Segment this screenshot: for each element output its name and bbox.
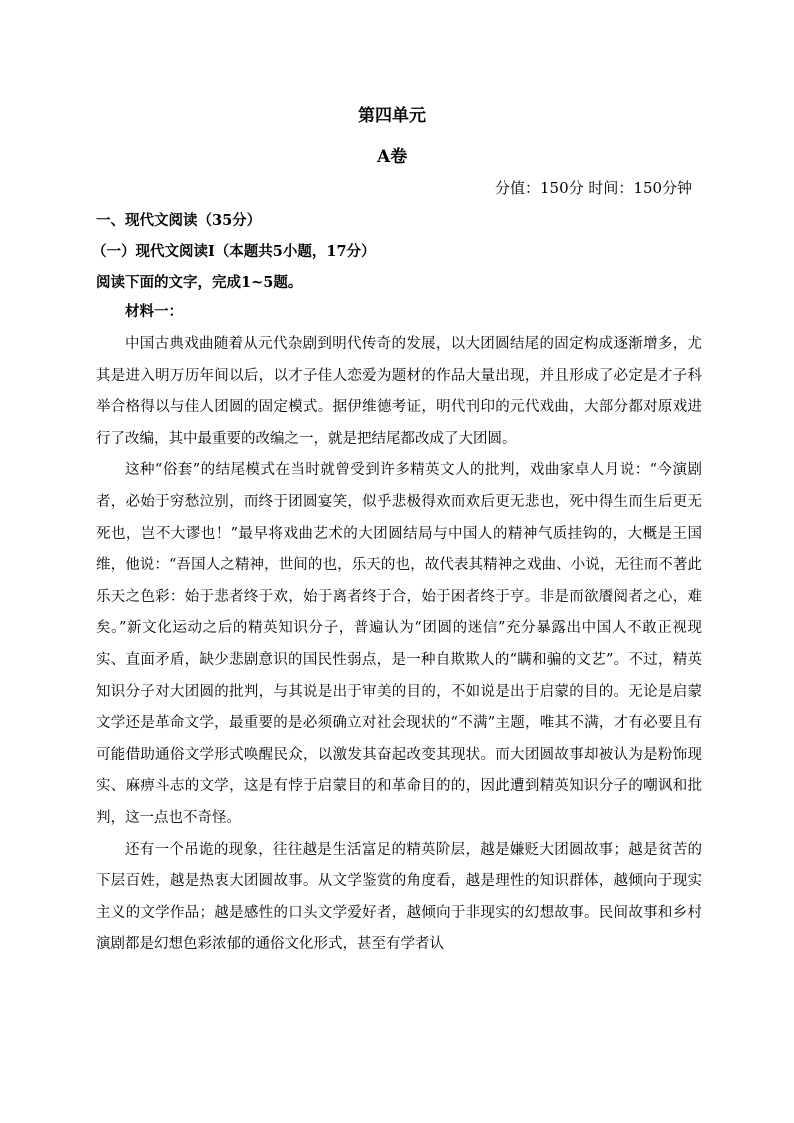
reading-instruction: 阅读下面的文字，完成1~5题。 [96,274,303,291]
passage-paragraph: 这种“俗套”的结尾模式在当时就曾受到许多精英文人的批判，戏曲家卓人月说：“今演剧者，必始于穷愁泣别，而终于团圆宴笑，似乎悲极得欢而欢后更无悲也，死中得生而生后更无死也，岂不大谬也！”最早将戏曲艺术的大团圆结局与中国人的精神气质挂钩的，大概是王国维，他说：“吾国人之精神，世间的也，乐天的也，故代表其精神之戏曲、小说，无往而不著此乐天之色彩：始于悲者终于欢，始于离者终于合，始于困者终于亨。非是而欲餍阅者之心，难矣。”新文化运动之后的精英知识分子，普遍认为“团圆的迷信”充分暴露出中国人不敢正视现实、直面矛盾，缺少悲剧意识的国民性弱点，是一种自欺欺人的“瞒和骗的文艺”。不过，精英知识分子对大团圆的批判，与其说是出于审美的目的，不如说是出于启蒙的目的。无论是启蒙文学还是革命文学，最重要的是必须确立对社会现状的“不满”主题，唯其不满，才有必要且有可能借助通俗文学形式唤醒民众，以激发其奋起改变其现状。而大团圆故事却被认为是粉饰现实、麻痹斗志的文学，这是有悖于启蒙目的和革命目的的，因此遭到精英知识分子的嘲讽和批判，这一点也不奇怪。 [96,462,702,826]
volume-title: A卷 [377,147,408,167]
material-label: 材料一： [125,303,183,320]
passage-paragraph: 还有一个吊诡的现象，往往越是生活富足的精英阶层，越是嫌贬大团圆故事；越是贫苦的下层百姓，越是热衷大团圆故事。从文学鉴赏的角度看，越是理性的知识群体，越倾向于现实主义的文学作品；越是感性的口头文学爱好者，越倾向于非现实的幻想故事。民间故事和乡村演剧都是幻想色彩浓郁的通俗文化形式，甚至有学者认 [96,841,702,953]
passage-body [96,329,702,961]
subsection-title: （一）现代文阅读Ⅰ（本题共5小题，17分） [92,243,376,260]
unit-title: 第四单元 [358,106,426,126]
section-title: 一、现代文阅读（35分） [96,212,262,229]
passage-paragraph: 中国古典戏曲随着从元代杂剧到明代传奇的发展，以大团圆结尾的固定构成逐渐增多，尤其是进入明万历年间以后，以才子佳人恋爱为题材的作品大量出现，并且形成了必定是才子科举合格得以与佳人团圆的固定模式。据伊维德考证，明代刊印的元代戏曲，大部分都对原戏进行了改编，其中最重要的改编之一，就是把结尾都改成了大团圆。 [96,336,702,447]
score-time-info: 分值：150分 时间：150分钟 [495,179,693,197]
